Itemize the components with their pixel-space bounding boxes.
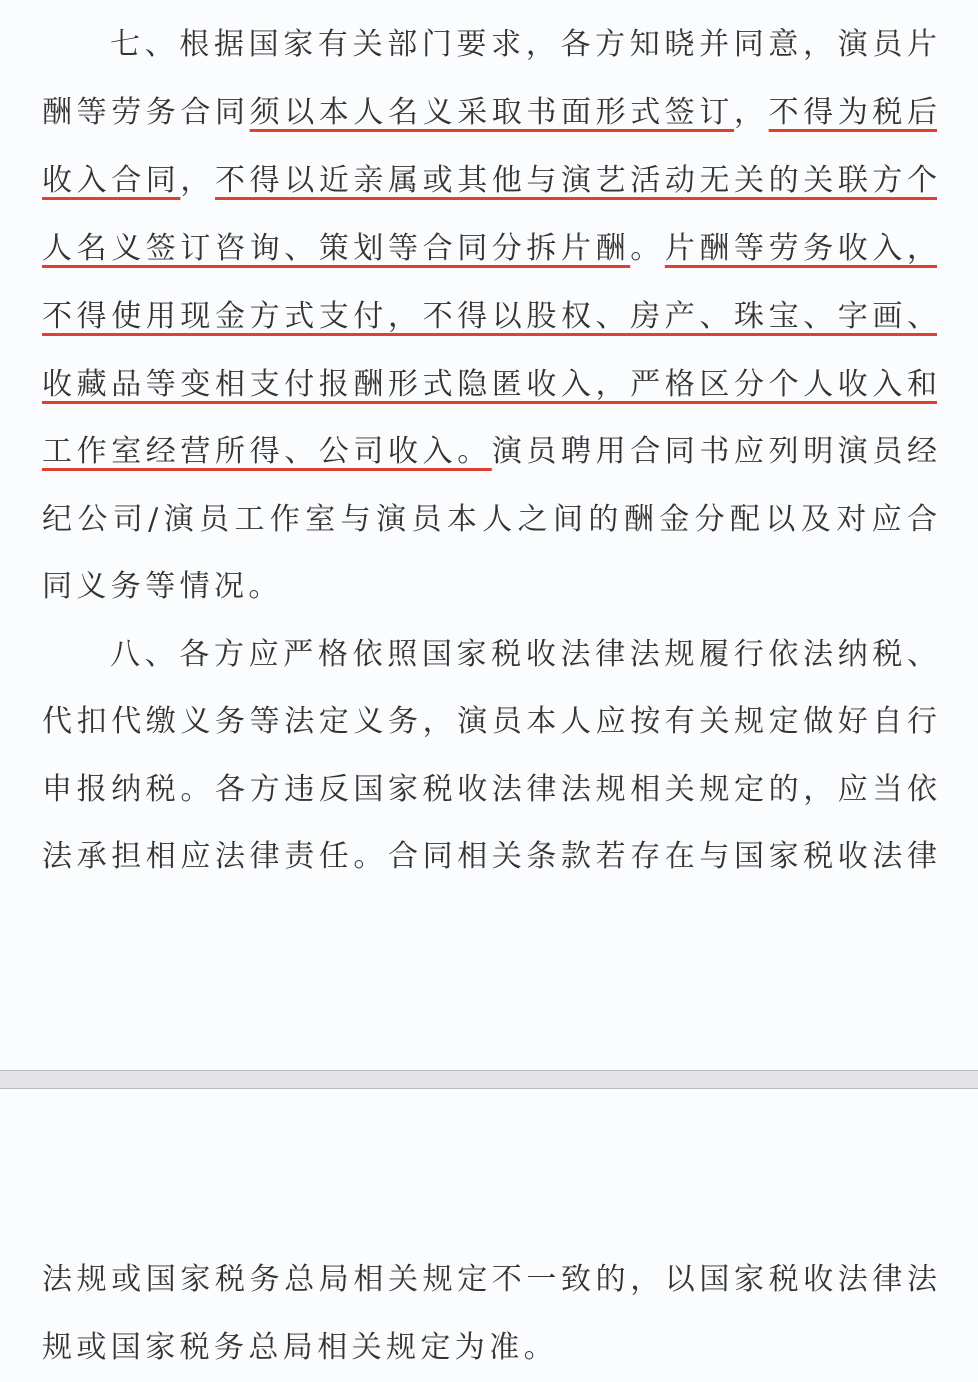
text-line [42,688,937,756]
text-line [42,215,937,283]
underlined-text: 不得以近亲属或其他与演艺活动无关的关联方个 [215,163,938,198]
page-break-divider [0,1070,978,1089]
text-line [42,486,937,554]
text-line [42,79,937,147]
text: 七、根据国家有关部门要求，各方知晓并同意，演员片 [110,27,937,62]
text-line [42,351,937,419]
underlined-text: 收入合同 [42,163,181,198]
text-line [42,418,937,486]
underlined-text: 收藏品等变相支付报酬形式隐匿收入，严格区分个人收入和 [42,367,937,402]
underlined-text: 人名义签订咨询、策划等合同分拆片酬 [42,231,631,266]
text-line [42,553,937,621]
text: 法承担相应法律责任。合同相关条款若存在与国家税收法律 [42,839,937,874]
text: 同义务等情况。 [42,569,283,604]
text: ， [180,163,216,198]
document-page-2 [0,1089,978,1376]
text: 申报纳税。各方违反国家税收法律法规相关规定的，应当依 [42,772,937,807]
text: 八、各方应严格依照国家税收法律法规履行依法纳税、 [110,637,937,672]
text: 代扣代缴义务等法定义务，演员本人应按有关规定做好自行 [42,704,937,739]
text: ， [734,95,769,130]
text-line [110,11,937,79]
underlined-text: 片酬等劳务收入， [664,231,938,266]
text-line [42,147,937,215]
text: 纪公司/演员工作室与演员本人之间的酬金分配以及对应合 [42,502,937,537]
text: 酬等劳务合同 [42,95,250,130]
text: 演员聘用合同书应列明演员经 [491,434,938,469]
text-line [42,1314,937,1382]
underlined-text: 不得为税后 [768,95,938,130]
text-line [42,283,937,351]
text: 规或国家税务总局相关规定为准。 [42,1330,558,1365]
text-line [42,1246,937,1314]
text: 法规或国家税务总局相关规定不一致的，以国家税收法律法 [42,1262,937,1297]
text-line [42,756,937,824]
text-line [110,621,937,689]
underlined-text: 工作室经营所得、公司收入。 [42,434,492,469]
underlined-text: 须以本人名义采取书面形式签订 [249,95,735,130]
text-line [42,823,937,891]
underlined-text: 不得使用现金方式支付，不得以股权、房产、珠宝、字画、 [42,299,937,334]
text: 。 [630,231,665,266]
